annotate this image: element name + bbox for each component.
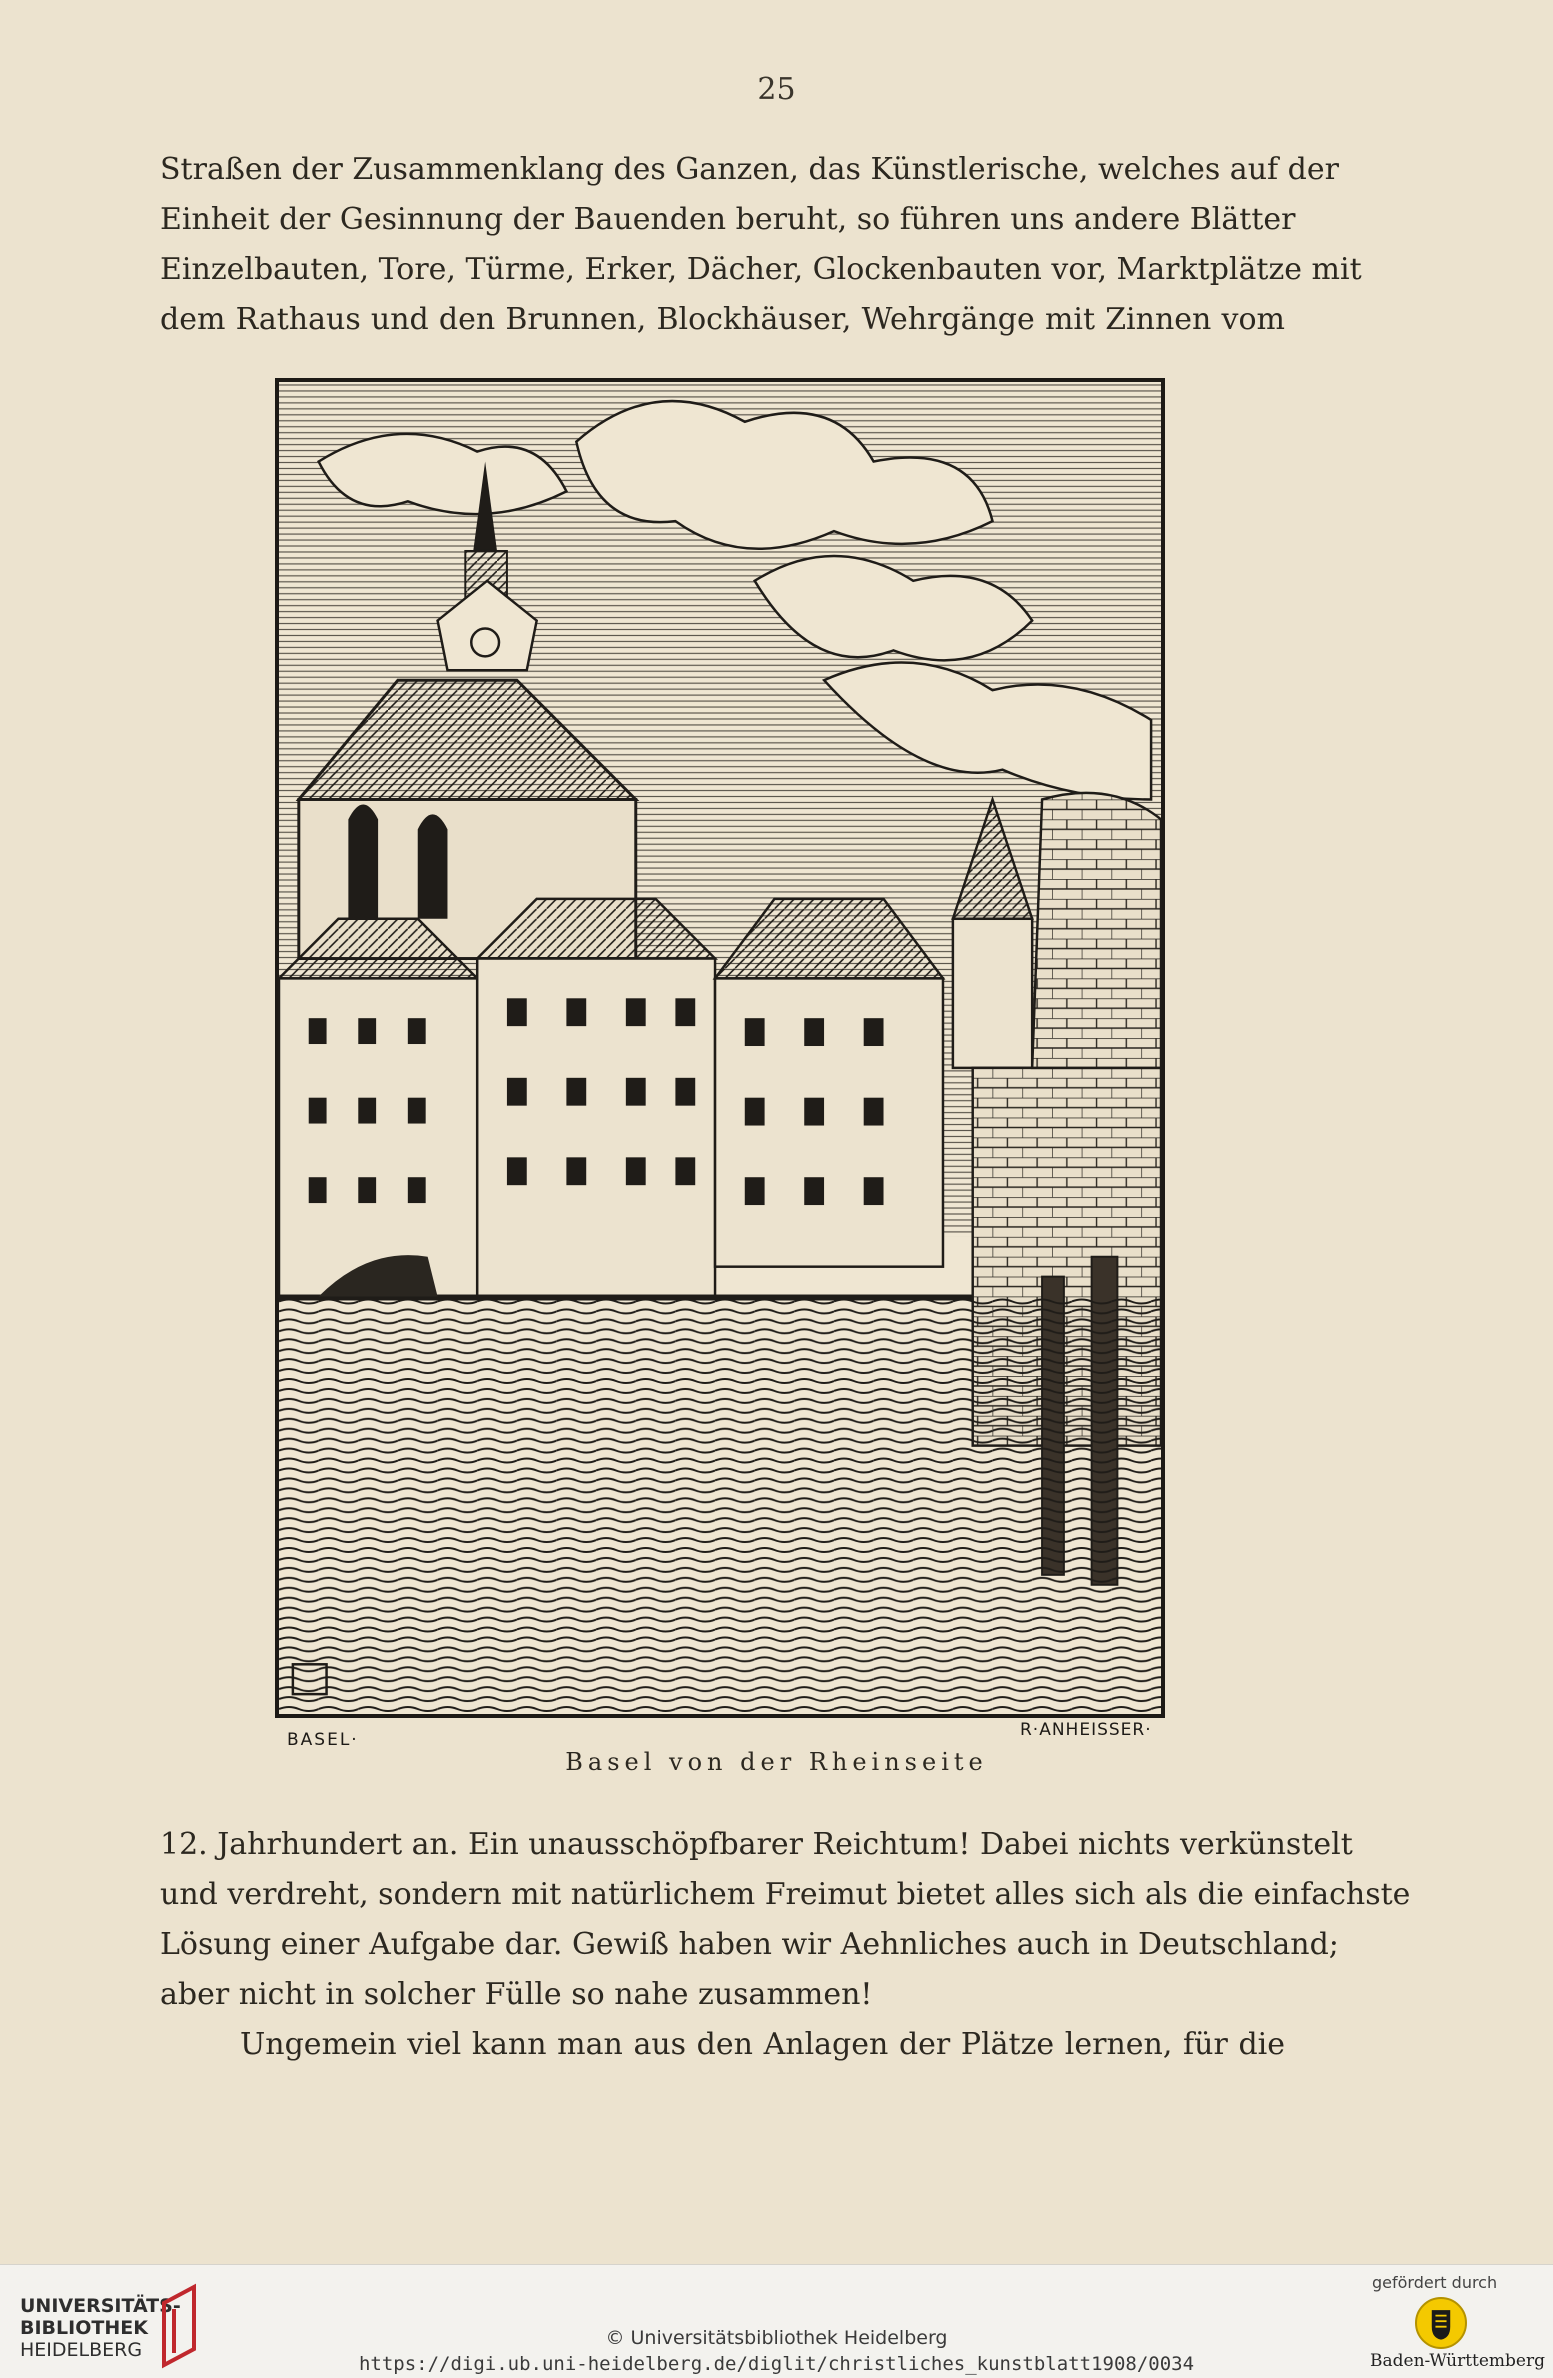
figure-place-label: BASEL·	[287, 1730, 359, 1750]
text-line: Lösung einer Aufgabe dar. Gewiß haben wir Aehnliches auch in Deutschland;	[160, 1927, 1339, 1962]
text-line: dem Rathaus und den Brunnen, Blockhäuser, Wehrgänge mit Zinnen vom	[160, 302, 1285, 337]
text-line: Straßen der Zusammenklang des Ganzen, das Künstlerische, welches auf der	[160, 152, 1339, 187]
text-line: und verdreht, sondern mit natürlichem Freimut bietet alles sich als die einfachste	[160, 1877, 1411, 1912]
permalink-url[interactable]: https://digi.ub.uni-heidelberg.de/diglit/christliches_kunstblatt1908/0034	[358, 2353, 1195, 2375]
page-number: 25	[757, 72, 796, 107]
copyright-notice: © Universitätsbibliothek Heidelberg	[605, 2327, 948, 2349]
baden-wuerttemberg-seal-icon	[1415, 2297, 1467, 2349]
text-line: Einzelbauten, Tore, Türme, Erker, Dächer, Glockenbauten vor, Marktplätze mit	[160, 252, 1362, 287]
library-name-line: BIBLIOTHEK	[20, 2317, 148, 2339]
footer-bar	[0, 2264, 1553, 2378]
funder-name: Baden-Württemberg	[1370, 2351, 1545, 2371]
figure-artist-label: R·ANHEISSER·	[1020, 1720, 1152, 1740]
library-name-line: HEIDELBERG	[20, 2339, 143, 2361]
paragraph-bottom	[160, 1820, 1411, 2070]
text-line: Ungemein viel kann man aus den Anlagen der Plätze lernen, für die	[240, 2027, 1285, 2062]
figure-caption: Basel von der Rheinseite	[565, 1748, 988, 1776]
engraving-drawing	[279, 382, 1161, 1714]
paragraph-top	[160, 145, 1362, 345]
text-line: Einheit der Gesinnung der Bauenden beruht, so führen uns andere Blätter	[160, 202, 1296, 237]
illustration-basel	[275, 378, 1165, 1718]
text-line: aber nicht in solcher Fülle so nahe zusammen!	[160, 1977, 873, 2012]
text-line: 12. Jahrhundert an. Ein unausschöpfbarer Reichtum! Dabei nichts verkünstelt	[160, 1827, 1353, 1862]
library-name-line: UNIVERSITÄTS-	[20, 2295, 181, 2317]
funded-by-label: gefördert durch	[1372, 2273, 1498, 2292]
